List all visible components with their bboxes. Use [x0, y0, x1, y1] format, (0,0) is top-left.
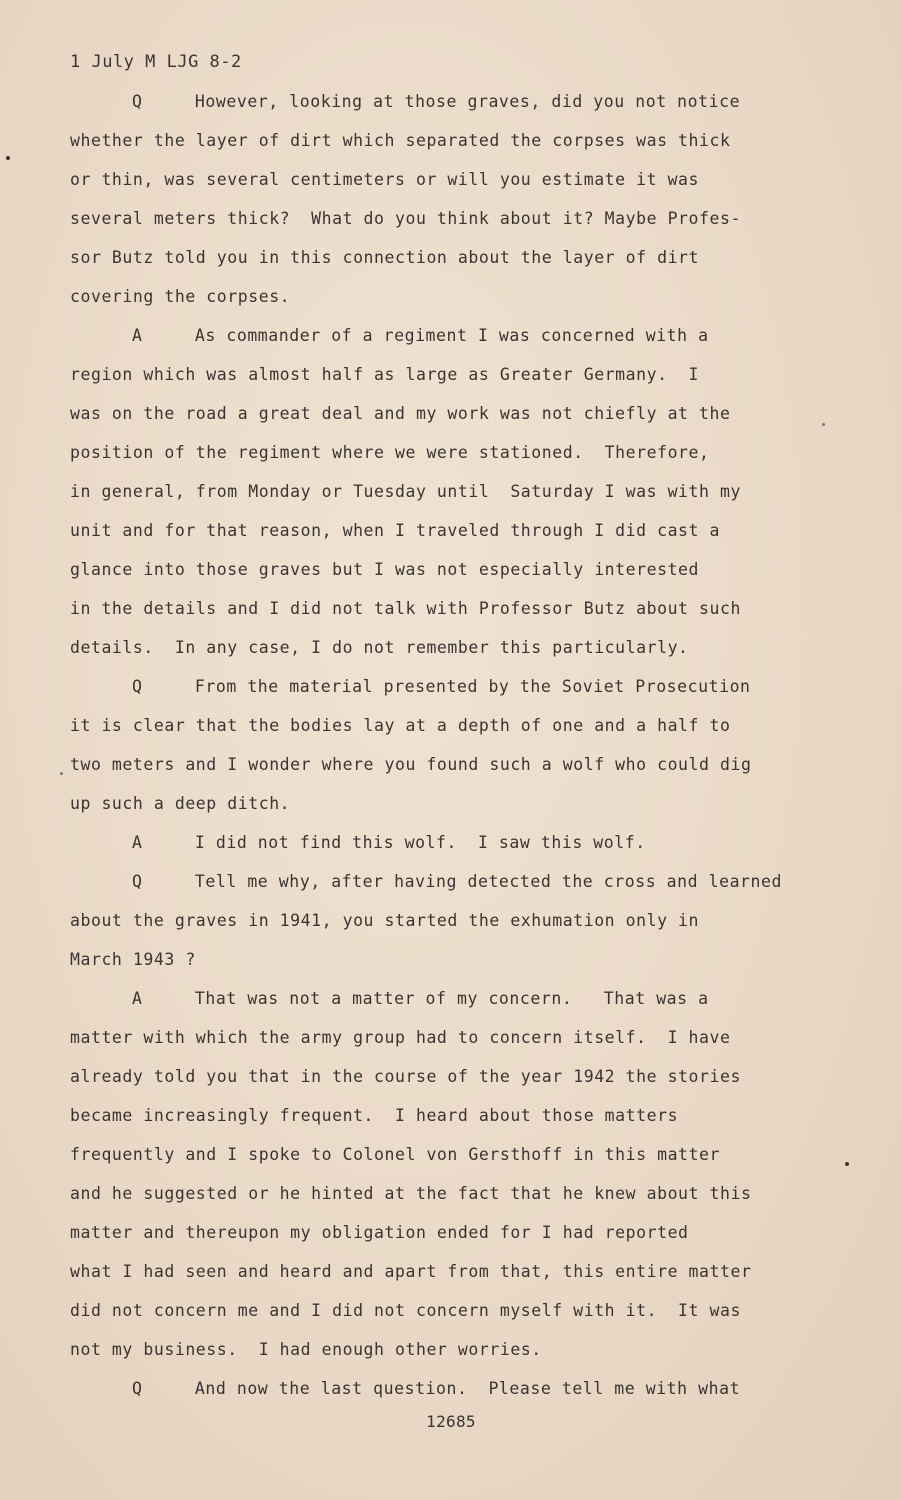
transcript-line: what I had seen and heard and apart from that, this entire matter	[70, 1262, 752, 1281]
transcript-line: matter and thereupon my obligation ended for I had reported	[70, 1223, 689, 1242]
page-number: 12685	[426, 1412, 476, 1431]
transcript-line: covering the corpses.	[70, 287, 291, 306]
transcript-line: did not concern me and I did not concern myself with it. It was	[70, 1301, 741, 1320]
paper-speck	[822, 423, 825, 426]
transcript-line: region which was almost half as large as Greater Germany. I	[70, 365, 700, 384]
transcript-line: Q However, looking at those graves, did you not notice	[132, 92, 741, 111]
transcript-line: Q From the material presented by the Soviet Prosecution	[132, 677, 751, 696]
transcript-line: it is clear that the bodies lay at a depth of one and a half to	[70, 716, 731, 735]
transcript-line: A That was not a matter of my concern. That was a	[132, 989, 709, 1008]
transcript-line: March 1943 ?	[70, 950, 196, 969]
transcript-line: and he suggested or he hinted at the fact that he knew about this	[70, 1184, 752, 1203]
transcript-line: Q Tell me why, after having detected the cross and learned	[132, 872, 782, 891]
transcript-line: frequently and I spoke to Colonel von Gersthoff in this matter	[70, 1145, 720, 1164]
paper-speck	[6, 156, 10, 160]
transcript-body	[70, 82, 860, 1408]
transcript-line: already told you that in the course of the year 1942 the stories	[70, 1067, 741, 1086]
transcript-line: or thin, was several centimeters or will you estimate it was	[70, 170, 700, 189]
transcript-line: matter with which the army group had to concern itself. I have	[70, 1028, 731, 1047]
transcript-line: Q And now the last question. Please tell me with what	[132, 1379, 741, 1398]
transcript-line: two meters and I wonder where you found such a wolf who could dig	[70, 755, 752, 774]
transcript-line: became increasingly frequent. I heard about those matters	[70, 1106, 679, 1125]
transcript-line: several meters thick? What do you think about it? Maybe Profes-	[70, 209, 741, 228]
transcript-line: details. In any case, I do not remember this particularly.	[70, 638, 689, 657]
transcript-line: A As commander of a regiment I was concerned with a	[132, 326, 709, 345]
transcript-line: not my business. I had enough other worries.	[70, 1340, 542, 1359]
paper-speck	[845, 1162, 849, 1166]
transcript-line: in the details and I did not talk with Professor Butz about such	[70, 599, 741, 618]
transcript-line: up such a deep ditch.	[70, 794, 291, 813]
transcript-line: was on the road a great deal and my work was not chiefly at the	[70, 404, 731, 423]
transcript-line: whether the layer of dirt which separated the corpses was thick	[70, 131, 731, 150]
transcript-line: position of the regiment where we were stationed. Therefore,	[70, 443, 710, 462]
transcript-line: unit and for that reason, when I traveled through I did cast a	[70, 521, 720, 540]
paper-speck	[60, 772, 63, 775]
transcript-line: A I did not find this wolf. I saw this wolf.	[132, 833, 646, 852]
transcript-line: about the graves in 1941, you started the exhumation only in	[70, 911, 700, 930]
page-header: 1 July M LJG 8-2	[70, 52, 242, 72]
transcript-line: in general, from Monday or Tuesday until Saturday I was with my	[70, 482, 741, 501]
transcript-line: sor Butz told you in this connection about the layer of dirt	[70, 248, 700, 267]
transcript-line: glance into those graves but I was not especially interested	[70, 560, 700, 579]
